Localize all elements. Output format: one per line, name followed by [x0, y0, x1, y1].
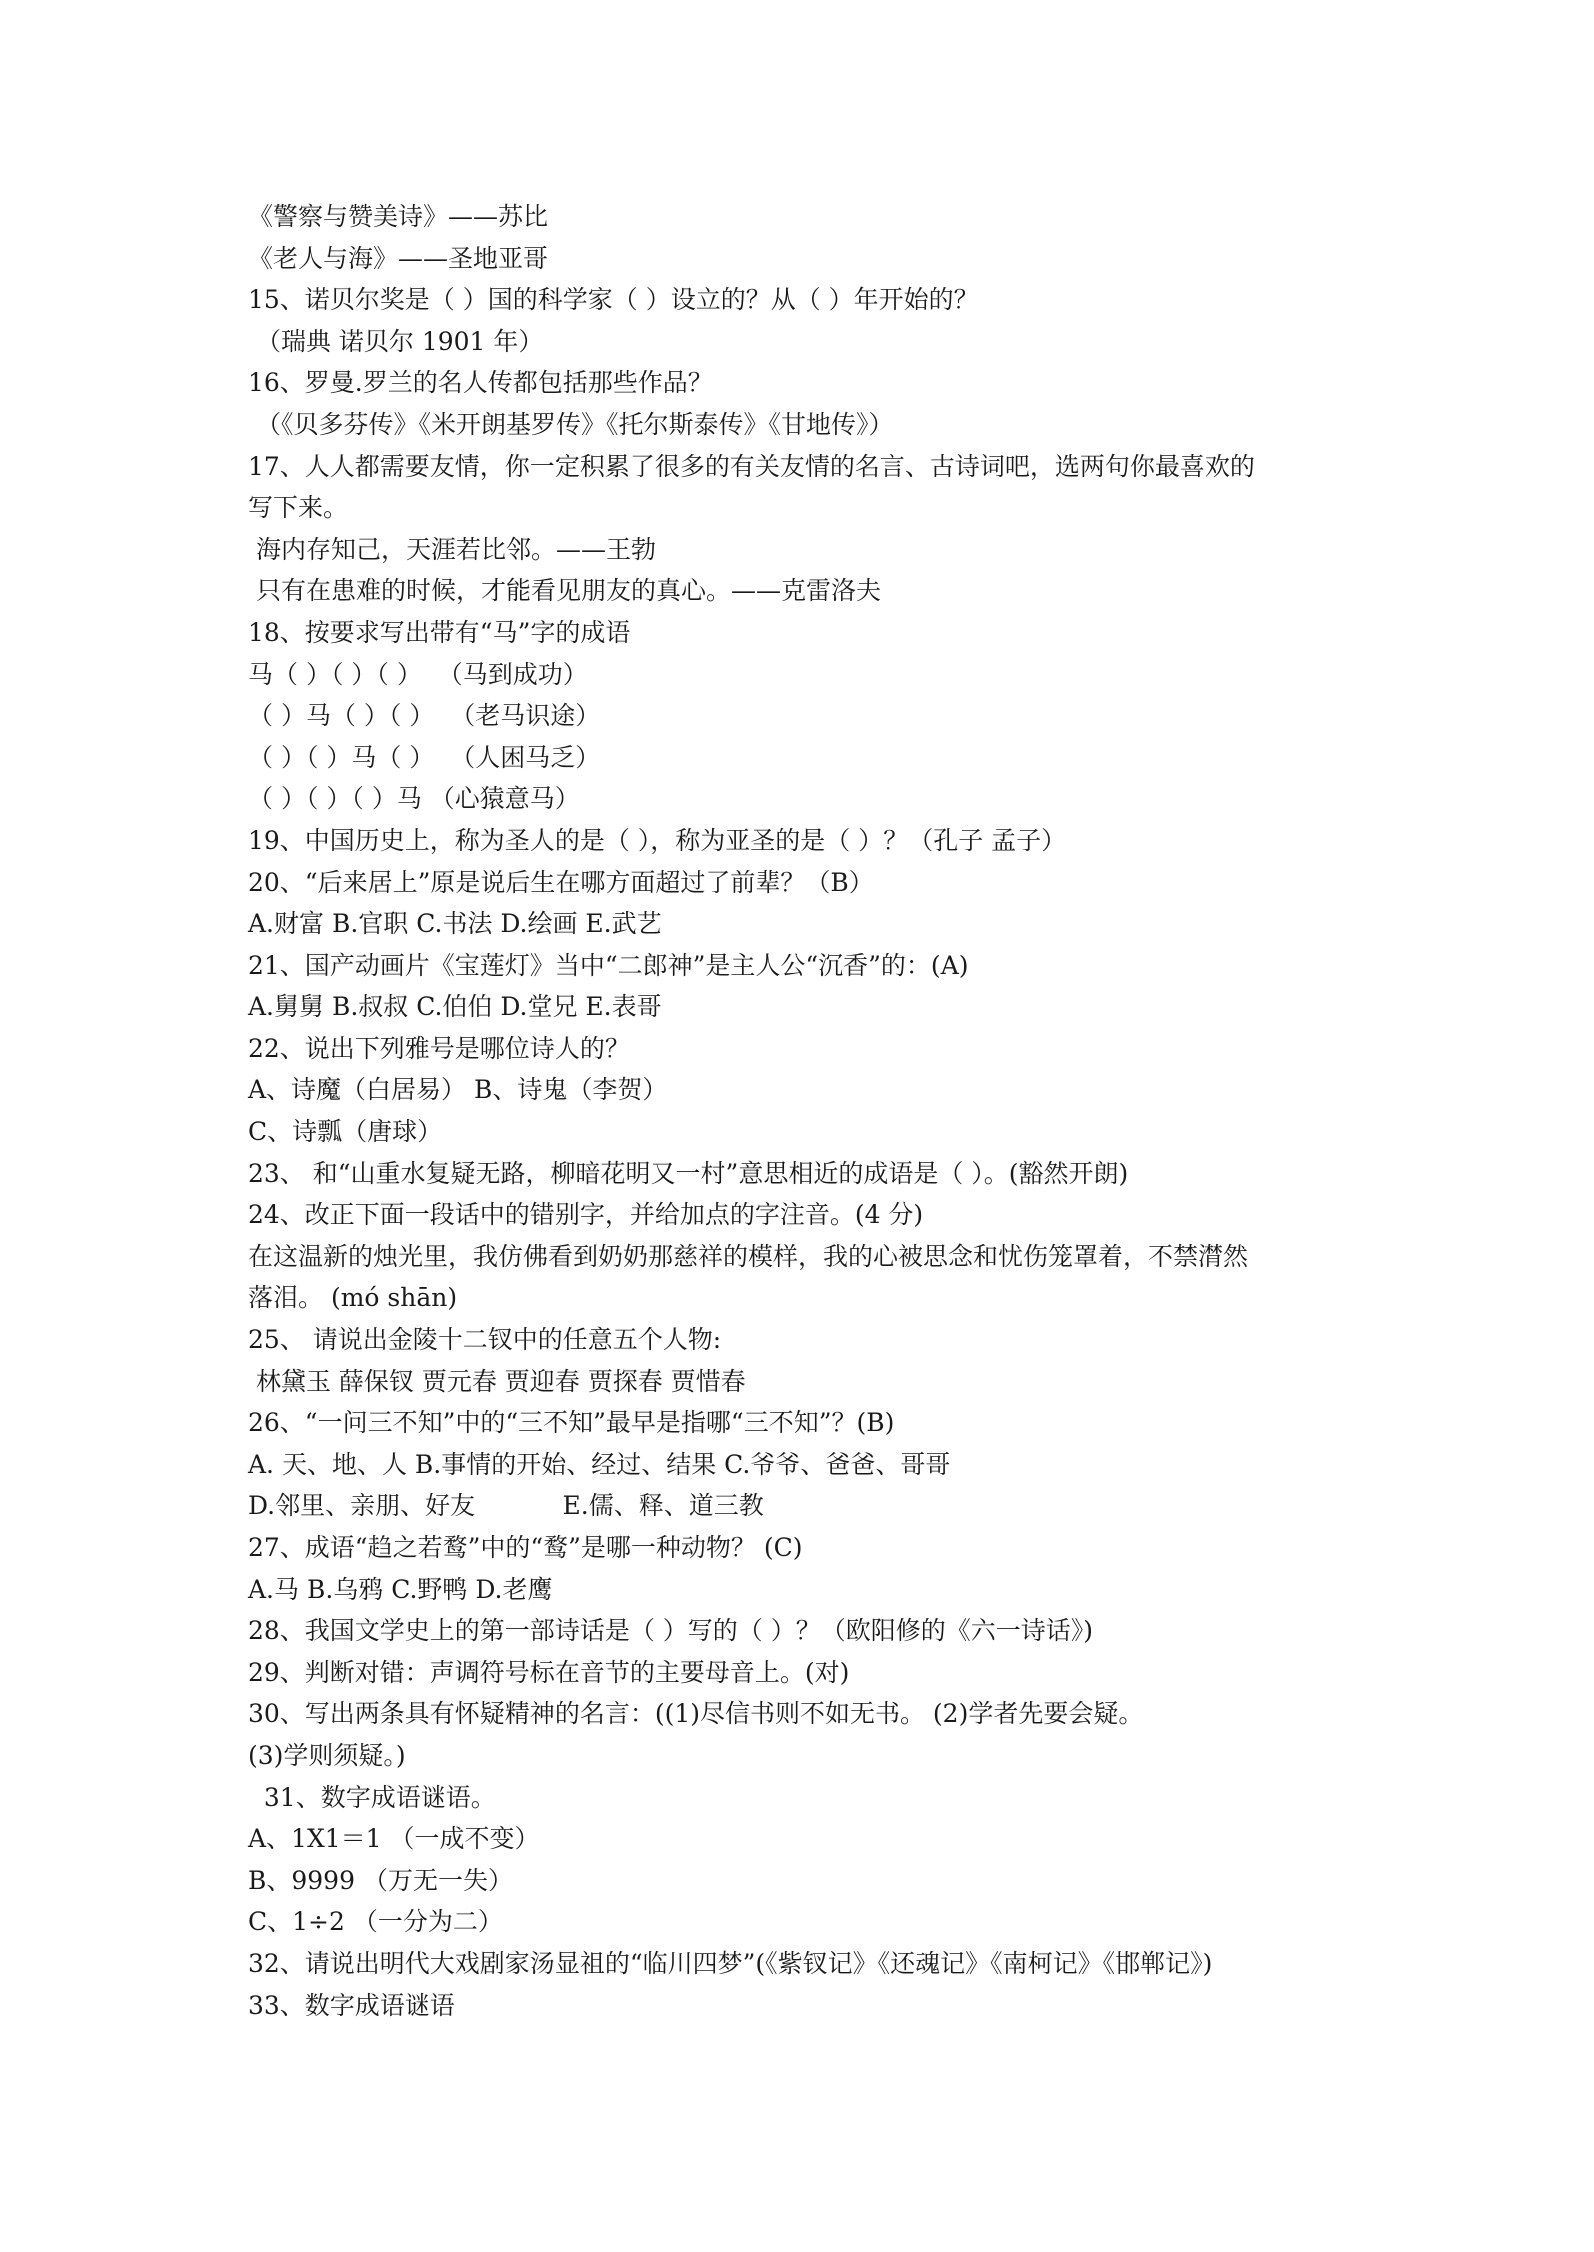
- answer-line: A、诗魔（白居易） B、诗鬼（李贺）: [248, 1075, 668, 1105]
- question-line: 22、说出下列雅号是哪位诗人的？: [248, 1033, 630, 1063]
- options-line: A.马 B.乌鸦 C.野鸭 D.老鹰: [248, 1574, 553, 1604]
- question-line: 29、判断对错：声调符号标在音节的主要母音上。(对): [248, 1657, 850, 1687]
- question-line: 18、按要求写出带有“马”字的成语: [248, 617, 631, 647]
- options-line: A.财富 B.官职 C.书法 D.绘画 E.武艺: [248, 909, 662, 939]
- options-line: A. 天、地、人 B.事情的开始、经过、结果 C.爷爷、爸爸、哥哥: [248, 1449, 951, 1479]
- answer-line: 马（ ）（ ）（ ） （马到成功）: [248, 659, 588, 689]
- answer-line: （ ）（ ）马（ ） （人困马乏）: [248, 742, 601, 772]
- text-line: 《老人与海》——圣地亚哥: [248, 243, 549, 273]
- question-line: 28、我国文学史上的第一部诗话是（ ）写的（ ）？（欧阳修的《六一诗话》): [248, 1616, 1093, 1646]
- question-line: 32、请说出明代大戏剧家汤显祖的“临川四梦”(《紫钗记》《还魂记》《南柯记》《邯郸记》): [248, 1948, 1213, 1978]
- text-line: (3)学则须疑。): [248, 1740, 406, 1770]
- answer-line: （ ）马（ ）（ ） （老马识途）: [248, 701, 601, 731]
- answer-line: （《贝多芬传》《米开朗基罗传》《托尔斯泰传》《甘地传》）: [248, 409, 894, 439]
- answer-line: （ ）（ ）（ ）马 （心猿意马）: [248, 784, 580, 814]
- question-line: 27、成语“趋之若鹜”中的“鹜”是哪一种动物？ (C): [248, 1533, 803, 1562]
- answer-line: B、9999 （万无一失）: [248, 1865, 513, 1895]
- question-line: 21、国产动画片《宝莲灯》当中“二郎神”是主人公“沉香”的：(A): [248, 950, 969, 980]
- question-line: 25、 请说出金陵十二钗中的任意五个人物:: [248, 1325, 722, 1355]
- text-line: 在这温新的烛光里，我仿佛看到奶奶那慈祥的模样，我的心被思念和忧伤笼罩着，不禁潸然: [248, 1241, 1249, 1271]
- answer-line: A、1X1＝1 （一成不变）: [248, 1824, 540, 1854]
- question-line: 26、“一问三不知”中的“三不知”最早是指哪“三不知”？(B): [248, 1408, 895, 1438]
- options-line: A.舅舅 B.叔叔 C.伯伯 D.堂兄 E.表哥: [248, 992, 662, 1022]
- answer-line: C、1÷2 （一分为二）: [248, 1907, 503, 1937]
- answer-line: C、诗瓢（唐球）: [248, 1117, 443, 1147]
- question-line: 20、“后来居上”原是说后生在哪方面超过了前辈？（B）: [248, 867, 874, 897]
- question-line: 30、写出两条具有怀疑精神的名言：((1)尽信书则不如无书。 (2)学者先要会疑。: [248, 1699, 1144, 1729]
- question-line: 31、数字成语谜语。: [248, 1782, 496, 1812]
- question-line: 19、中国历史上，称为圣人的是（ ），称为亚圣的是（ ）？（孔子 孟子）: [248, 825, 1067, 855]
- text-line: 落泪。 (mó shān): [248, 1283, 458, 1313]
- question-line: 16、罗曼.罗兰的名人传都包括那些作品？: [248, 368, 713, 398]
- question-line: 写下来。: [248, 493, 349, 523]
- answer-line: 只有在患难的时候，才能看见朋友的真心。——克雷洛夫: [248, 576, 881, 606]
- answer-line: （瑞典 诺贝尔 1901 年）: [248, 326, 544, 356]
- options-line: D.邻里、亲朋、好友 E.儒、释、道三教: [248, 1491, 764, 1521]
- question-line: 17、人人都需要友情，你一定积累了很多的有关友情的名言、古诗词吧，选两句你最喜欢的: [248, 451, 1255, 481]
- question-line: 15、诺贝尔奖是（ ）国的科学家（ ）设立的？从（ ）年开始的？: [248, 285, 979, 315]
- question-line: 33、数字成语谜语: [248, 1990, 455, 2020]
- question-line: 23、 和“山重水复疑无路，柳暗花明又一村”意思相近的成语是（ ）。(豁然开朗): [248, 1158, 1129, 1188]
- answer-line: 林黛玉 薛保钗 贾元春 贾迎春 贾探春 贾惜春: [248, 1366, 746, 1396]
- answer-line: 海内存知己，天涯若比邻。——王勃: [248, 534, 656, 564]
- text-line: 《警察与赞美诗》——苏比: [248, 202, 549, 231]
- question-line: 24、改正下面一段话中的错别字，并给加点的字注音。(4 分): [248, 1200, 924, 1230]
- document-body: [248, 196, 1378, 2026]
